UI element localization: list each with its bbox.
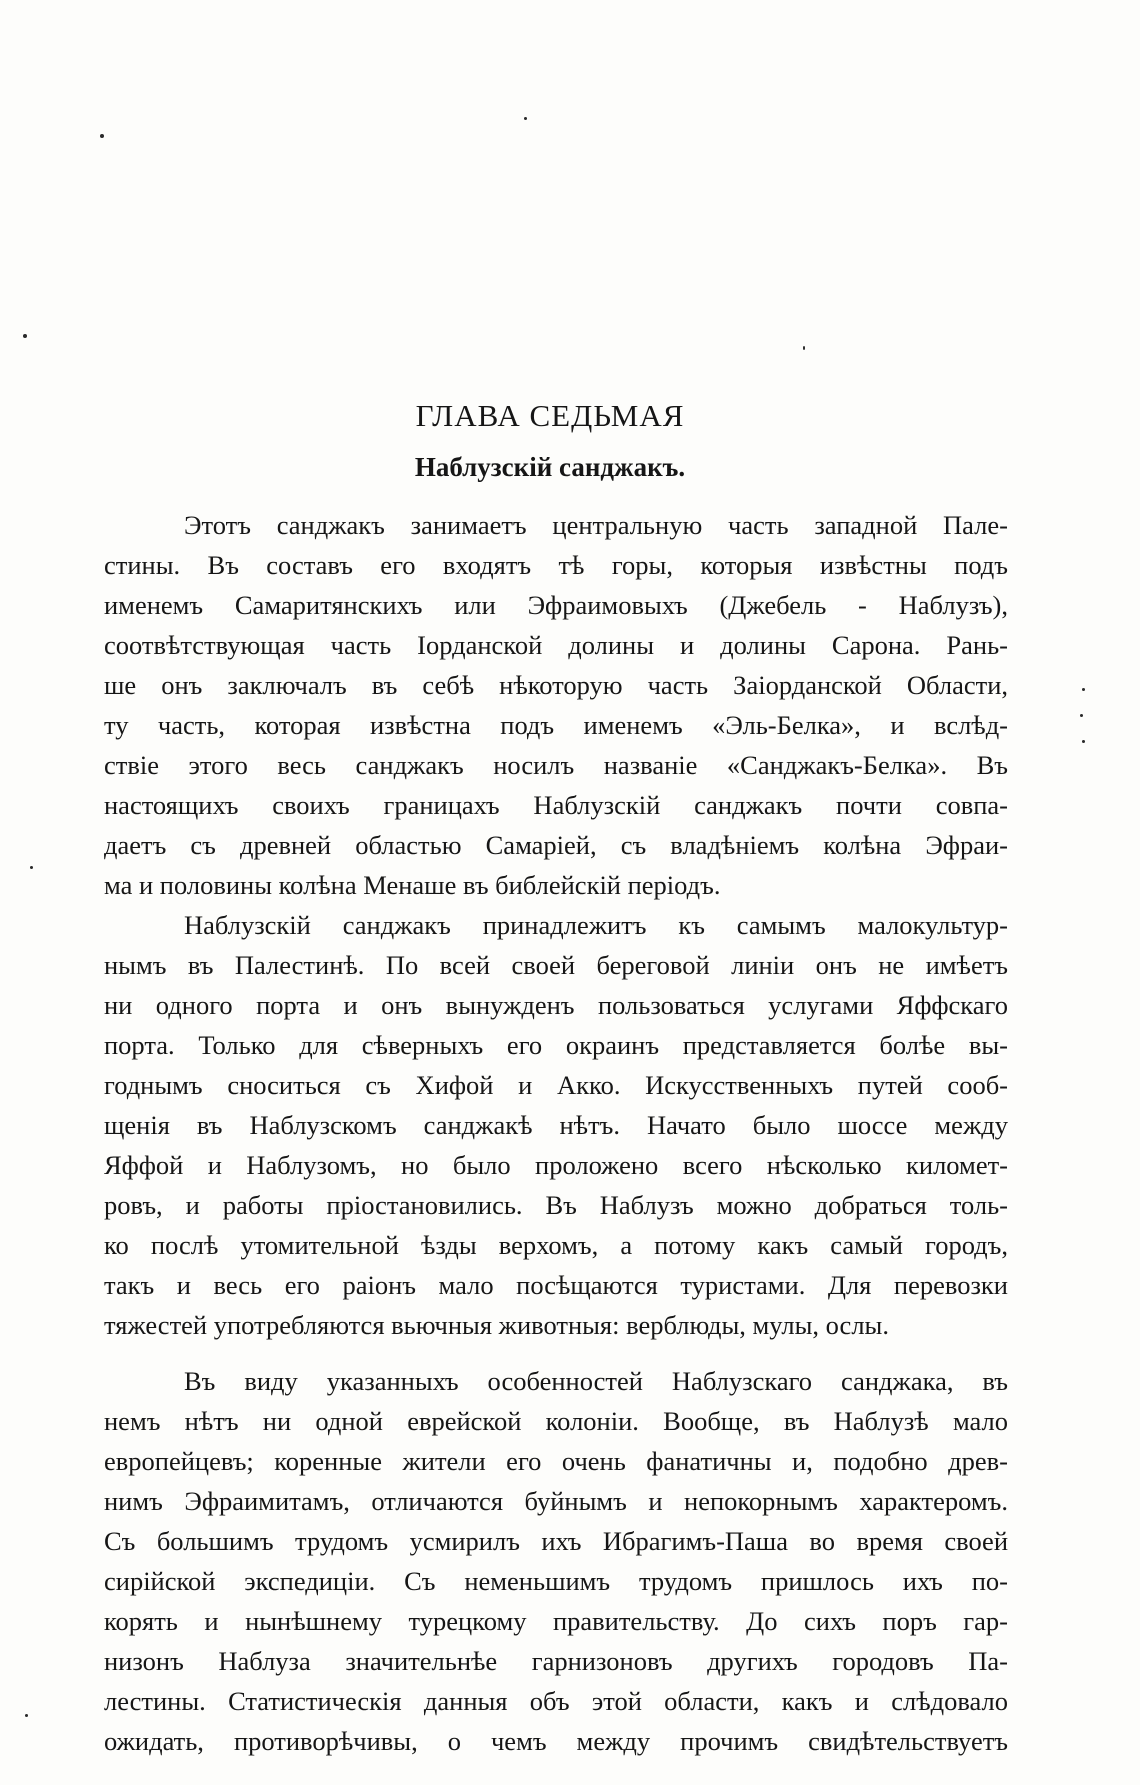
chapter-title: ГЛАВА СЕДЬМАЯ — [415, 398, 685, 433]
text-line: Этотъ санджакъ занимаетъ центральную часть западной Пале- — [184, 510, 1008, 540]
text-line: нимъ Эфраимитамъ, отличаются буйнымъ и непокорнымъ характеромъ. — [104, 1486, 1008, 1516]
paragraph-1 — [104, 505, 1008, 905]
scan-speck — [1082, 688, 1085, 691]
text-line: стины. Въ составъ его входятъ тѣ горы, которыя извѣстны подъ — [104, 550, 1008, 580]
text-line: щенія въ Наблузскомъ санджакѣ нѣтъ. Начато было шоссе между — [104, 1110, 1008, 1140]
text-line: низонъ Наблуза значительнѣе гарнизоновъ другихъ городовъ Па- — [104, 1646, 1008, 1676]
text-line: немъ нѣтъ ни одной еврейской колоніи. Вообще, въ Наблузѣ мало — [104, 1406, 1008, 1436]
text-line: лестины. Статистическія данныя объ этой области, какъ и слѣдовало — [104, 1686, 1008, 1716]
text-line: корять и нынѣшнему турецкому правительству. До сихъ поръ гар- — [104, 1606, 1008, 1636]
text-line: Съ большимъ трудомъ усмирилъ ихъ Ибрагимъ-Паша во время своей — [104, 1526, 1008, 1556]
text-line: ма и половины колѣна Менаше въ библейскій періодъ. — [104, 870, 721, 900]
text-line: тяжестей употребляются вьючныя животныя: верблюды, мулы, ослы. — [104, 1310, 889, 1340]
text-line: ровъ, и работы пріостановились. Въ Наблузъ можно добраться толь- — [104, 1190, 1008, 1220]
text-line: европейцевъ; коренные жители его очень фанатичны и, подобно древ- — [104, 1446, 1008, 1476]
text-line: ни одного порта и онъ вынужденъ пользоваться услугами Яффскаго — [104, 990, 1008, 1020]
text-line: ко послѣ утомительной ѣзды верхомъ, а потому какъ самый городъ, — [104, 1230, 1008, 1260]
section-title: Наблузскій санджакъ. — [414, 452, 686, 482]
text-line: настоящихъ своихъ границахъ Наблузскій санджакъ почти совпа- — [104, 790, 1008, 820]
text-line: соотвѣтствующая часть Іорданской долины и долины Сарона. Рань- — [104, 630, 1008, 660]
text-line: Наблузскій санджакъ принадлежитъ къ самымъ малокультур- — [184, 910, 1008, 940]
text-line: порта. Только для сѣверныхъ его окраинъ представляется болѣе вы- — [104, 1030, 1008, 1060]
text-line: ше онъ заключалъ въ себѣ нѣкоторую часть Заіорданской Области, — [104, 670, 1008, 700]
text-line: ту часть, которая извѣстна подъ именемъ «Эль-Белка», и вслѣд- — [104, 710, 1008, 740]
paragraph-3 — [104, 1361, 1008, 1761]
text-line: ожидать, противорѣчивы, о чемъ между прочимъ свидѣтельствуетъ — [104, 1726, 1008, 1756]
text-line: даетъ съ древней областью Самаріей, съ владѣніемъ колѣна Эфраи- — [104, 830, 1008, 860]
text-line: годнымъ сноситься съ Хифой и Акко. Искусственныхъ путей сооб- — [104, 1070, 1008, 1100]
scan-speck — [23, 334, 27, 338]
scan-speck — [1082, 740, 1085, 743]
text-line: нымъ въ Палестинѣ. По всей своей береговой линіи онъ не имѣетъ — [104, 950, 1008, 980]
scan-speck — [100, 134, 104, 138]
text-line: такъ и весь его раіонъ мало посѣщаются туристами. Для перевозки — [104, 1270, 1008, 1300]
scan-speck — [25, 1714, 28, 1717]
paragraph-spacer — [104, 1345, 1008, 1361]
text-line: ствіе этого весь санджакъ носилъ названіе «Санджакъ-Белка». Въ — [104, 750, 1008, 780]
paragraph-2 — [104, 905, 1008, 1345]
scan-speck — [524, 117, 527, 120]
scan-speck — [30, 866, 33, 869]
scan-speck — [1080, 714, 1083, 717]
text-line: Въ виду указанныхъ особенностей Наблузскаго санджака, въ — [184, 1366, 1008, 1396]
text-line: Яффой и Наблузомъ, но было проложено всего нѣсколько километ- — [104, 1150, 1008, 1180]
text-line: сирійской экспедиціи. Съ неменьшимъ трудомъ пришлось ихъ по- — [104, 1566, 1008, 1596]
body-text — [104, 505, 1008, 1761]
scan-speck — [803, 346, 805, 350]
text-line: именемъ Самаритянскихъ или Эфраимовыхъ (Джебель - Наблузъ), — [104, 590, 1008, 620]
